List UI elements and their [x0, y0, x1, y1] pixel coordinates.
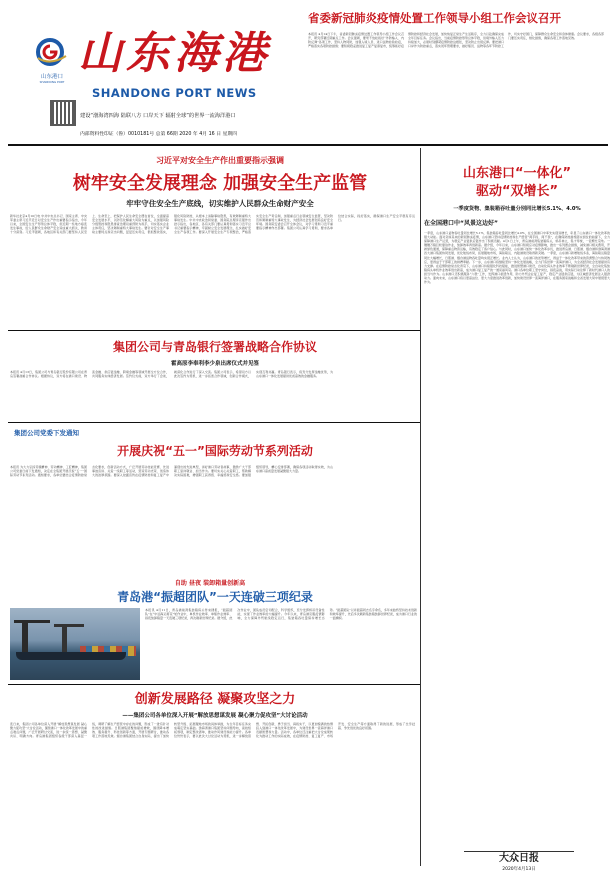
column-divider: [420, 148, 421, 866]
banner-text: 省委新冠肺炎疫情处置工作领导小组工作会议召开: [308, 11, 561, 25]
bank-deck: 霍高原李奉利李少泉出席仪式并见签: [170, 361, 259, 367]
lead-deck: 牢牢守住安全生产底线，切实维护人民群众生命财产安全: [126, 199, 314, 208]
logo-english: SHANDONG PORT NEWS: [92, 86, 257, 100]
section-divider-bank: [8, 330, 420, 331]
corner-paper-name: 大众日报: [499, 853, 539, 864]
corner-source-stamp: [464, 851, 574, 873]
section-divider-innovation: [8, 684, 420, 685]
qingdao-article-text: 本报讯 4月11日，青岛港前湾集装箱码头传来捷报，“振超团队”在“中远海运荷花”轮作业中，单机作业效率、单船作业效率、昼夜装卸箱量一天连破三项纪录，再次刷新世界纪录。据介绍，此次作业中，团队成员密切配合，科学组织，充分发挥桥吊设备性能，实现了作业效率的大幅提升。今年以来，青岛港克服疫情影响，全力保障外贸航线稳定运行，集装箱吞吐量保持增长态势。“振超团队”以许振超同志名字命名，多年来始终坚持技术创新和效率提升，先后多次刷新集装箱装卸世界纪录，成为港口行业的一面旗帜。: [145, 608, 417, 621]
lead-kicker: 习近平对安全生产作出重要指示强调: [156, 156, 284, 165]
qingdao-kicker: 自助 昼夜 装卸箱量创新高: [174, 580, 246, 587]
port-crane-shape: [22, 620, 28, 654]
feature-subhead: 一季度货物、集装箱吞吐量分别同比增长5.1%、4.0%: [453, 206, 581, 212]
top-banner-headline: [308, 8, 608, 28]
feature-headline-2: 驱动“双增长”: [475, 184, 559, 199]
port-ship-hull: [16, 652, 126, 660]
port-photo: [10, 608, 140, 680]
labor-kicker: 集团公司党委下发通知: [14, 429, 79, 437]
right-feature: [424, 155, 610, 875]
labor-headline: 开展庆祝“五一”国际劳动节系列活动: [117, 444, 313, 458]
feature-headline-1: 山东港口“一体化”: [462, 166, 572, 181]
bank-article-text: 本报讯 4月13日，集团公司与青岛银行股份有限公司在青岛签署战略合作协议。根据协议，双方将在港口建设、物流金融、供应链金融、跨境金融等领域开展全方位合作，共同服务实体经济发展。签约仪式前，双方举行了会谈，就深化合作进行了深入交流。集团公司表示，希望双方以此次签约为契机，进一步拓宽合作领域，创新合作模式，实现互利共赢。青岛银行表示，将充分发挥金融优势，为山东港口一体化发展提供优质高效的金融服务。: [10, 370, 333, 379]
port-logo: [32, 36, 72, 84]
calligraphy-title: 山东海港: [78, 28, 270, 79]
slogan: 建设“渤海湾四海 陆联八方 口岸天下 辐射全球”的世界一流海洋港口: [80, 113, 236, 119]
masthead-divider: [8, 144, 608, 146]
port-crane-arm: [54, 624, 84, 627]
section-divider-labor: [8, 422, 420, 423]
innovation-headline: 创新发展路径 凝聚攻坚之力: [134, 692, 296, 707]
feature-byline: 在全国港口中“风景这边好”: [424, 220, 498, 227]
lead-article-text: 新华社北京4月10日电 中共中央总书记、国家主席、中央军委主席习近平近日对安全生产作出重要指示指出，今年以来，全国安全生产形势总体平稳，但近期一些地方接连发生事故，给人民群众生命财产安全造成重大损失，教训十分深刻。习近平强调，各地区和有关部门要坚持人民至上、生命至上，把保护人民生命安全摆在首位，全面提高安全发展水平，以防范化解重大风险为重点，以加强风险分级管控和隐患排查治理双重预防为抓手，切实落实企业主体责任，坚决遏制重特大事故发生。要针对安全生产事故主要特点和突出问题，层层压实责任，狠抓整改落实，强化风险防控，从根本上消除事故隐患，有效遏制重特大事故发生。中共中央政治局常委、国务院总理李克强作出批示指出，各地区、各有关部门要认真贯彻落实习近平总书记重要指示精神，牢固树立安全发展理念，扎实做好安全生产各项工作。要深入开展安全生产专项整治，严格落实安全生产责任制，加强重点行业领域安全监管，坚决防范和遏制重特大事故发生，为经济社会发展创造良好安全环境。国务院安委会召开全体会议，对学习贯彻习近平重要指示精神作出部署。集团公司认真学习贯彻，要求各单位结合实际，抓好落实，确保港口生产安全平稳有序运行。: [10, 214, 415, 235]
logo-cn: 山东港口: [40, 74, 63, 80]
labor-article-text: 本报讯 为大力弘扬劳模精神、劳动精神、工匠精神，集团公司党委日前下发通知，决定在全集团开展庆祝“五一”国际劳动节系列活动。通知要求，各单位要结合疫情防控常态化要求，创新活动方式，广泛开展劳动技能竞赛、先进事迹宣讲、关爱一线职工等活动，营造劳动光荣、创造伟大的浓厚氛围。要深入挖掘宣传在疫情防控和复工复产中涌现出的先进典型，讲好港口劳动者故事，激励广大干部职工爱岗敬业、担当作为。要切实关心关爱职工，帮助解决实际困难，增强职工获得感、幸福感和安全感。要加强组织领导，精心安排部署，确保各项活动取得实效，为山东港口高质量发展凝聚强大力量。: [10, 465, 333, 478]
corner-paper-date: 2020年4月13日: [502, 867, 536, 872]
port-crane-shape: [62, 624, 67, 654]
feature-article-text: 一季度，山东港口货物吞吐量同比增长5.1%，集装箱吞吐量同比增长4.0%，在全国港口中率先实现双增长，彰显了山东港口一体化改革的强大动能。面对突如其来的新冠肺炎疫情，山东港口坚持疫情防控和生产经营“两手抓、两不误”，在确保防控措施落实到位的前提下，全力保障港口生产运营，为稳定产业链供应链作出了积极贡献。4月1日上午，青岛港前湾集装箱码头，桥吊林立，集卡穿梭，一派繁忙景象。一艘艘万箱巨轮靠泊作业，装卸效率再创新高。据介绍，今年以来，山东港口积极应对疫情影响，推出一系列惠企措施，减免港口相关费用，开辟绿色通道，保障重点物资运输，有效稳定了客户信心。与此同时，山东港口加快一体化改革步伐，推进青岛港、日照港、烟台港和渤海湾港四大港口集团协同发展，优化航线布局，拓展腹地市场，海铁联运、内陆港建设取得新突破。一季度，山东港口新增航线多条，海铁联运箱量同比大幅增长，日照港、烟台港货物吞吐量均实现正增长。业内人士认为，山东港口的逆势增长，得益于一体化改革带来的资源整合与协同效应，更得益于干部职工的拼搏奉献。下一步，山东港口将继续坚持一体化发展战略，全力打造世界一流海洋港口，为全省经济社会发展提供有力支撑。在疫情防控常态化背景下，山东港口持续强化科技赋能，推进智慧港口建设，自动化码头作业效率不断刷新世界纪录，全自动化集装箱码头单机作业效率创出新高，成为港口复工复产的一道亮丽风景。港口各单位职工坚守岗位，昼夜奋战，用实际行动诠释了新时代港口人的担当与作为。山东港口还积极服务“六稳”工作，发挥港口枢纽作用，助力外贸企业复工复产，稳定产业链供应链，为区域经济发展注入强劲动力。面向未来，山东港口将以更高站位、更大力度推进改革创新，加快建设世界一流海洋港口，在服务国家战略和全省发展大局中展现更大作为。: [424, 231, 611, 285]
issue-line: 内部资料性印证（鲁）0010181号 总第 66期 2020 年 4月 16 日 星期四: [80, 132, 237, 137]
port-crane-arm: [14, 620, 50, 623]
logo-cn-en: SHANDONG PORT: [39, 80, 65, 84]
qingdao-headline: 青岛港“振超团队”一天连破三项纪录: [117, 590, 313, 604]
qr-code-icon: [50, 100, 76, 126]
bank-headline: 集团公司与青岛银行签署战略合作协议: [112, 340, 317, 354]
lead-headline: 树牢安全发展理念 加强安全生产监管: [72, 173, 368, 194]
innovation-deck: ——集团公司各单位深入开展“解放思想谋发展 凝心聚力促攻坚”大讨论活动: [122, 713, 308, 719]
innovation-article-text: 连日来，集团公司各单位深入开展“解放思想谋发展 凝心聚力促攻坚”大讨论活动，围绕港口一体化改革发展中的重点难点问题，广泛开展研讨交流，进一步统一思想、凝聚共识、明确方向。青岛港集团组织各级干部深入基层一线，调研了解生产经营中存在的问题，形成了一批有针对性的改进措施。日照港集团聚焦提质增效，围绕降本增效、服务提升、科技创新等方面，开展专题研讨，推动各项工作落地见效。烟台港集团结合自身实际，提出了加快转型升级、拓展腹地市场的具体举措，为全年目标任务完成奠定坚实基础。渤海湾港口集团坚持问题导向，查找短板弱项，制定整改清单，推动作风建设和能力提升。各单位纷纷表示，要以此次大讨论活动为契机，进一步解放思想、开拓创新，勇于担当、真抓实干，以更加饱满的热情投入到港口一体化改革发展中，为建设世界一流海洋港口贡献智慧和力量。活动中，各单位还注重把大讨论成果转化为推动工作的实际成效，在疫情防控、复工复产、市场开发、安全生产等方面取得了新的进展，形成了比学赶超、争先创优的良好氛围。: [10, 722, 415, 739]
port-logo-icon: [32, 36, 72, 68]
top-article-text: 本报讯 4月14日下午，省委新冠肺炎疫情处置工作领导小组工作会议召开，研究部署近期重点工作。会议强调，要毫不放松抓好“外防输入、内防反弹”各项工作，坚持人物同防，加强入境人员、进口货物检验检疫，严格落实各项防控措施；要积极稳妥推进复工复产复商复市，统筹抓好疫情防控和经济社会发展，加快恢复正常生产生活秩序，全力以赴确保完成全年目标任务。会议指出，当前疫情防控形势总体平稳，但境外输入压力持续加大，必须时刻绷紧疫情防控这根弦，坚决防止出现反弹。要把港口口岸作为防控重点，落实闭环管理要求，做好船员、货物等各环节防控工作，切实守好国门，保障群众生命安全和身体健康。会议要求，各级各部门要压实责任，细化措施，确保各项工作落地见效。: [308, 32, 605, 49]
